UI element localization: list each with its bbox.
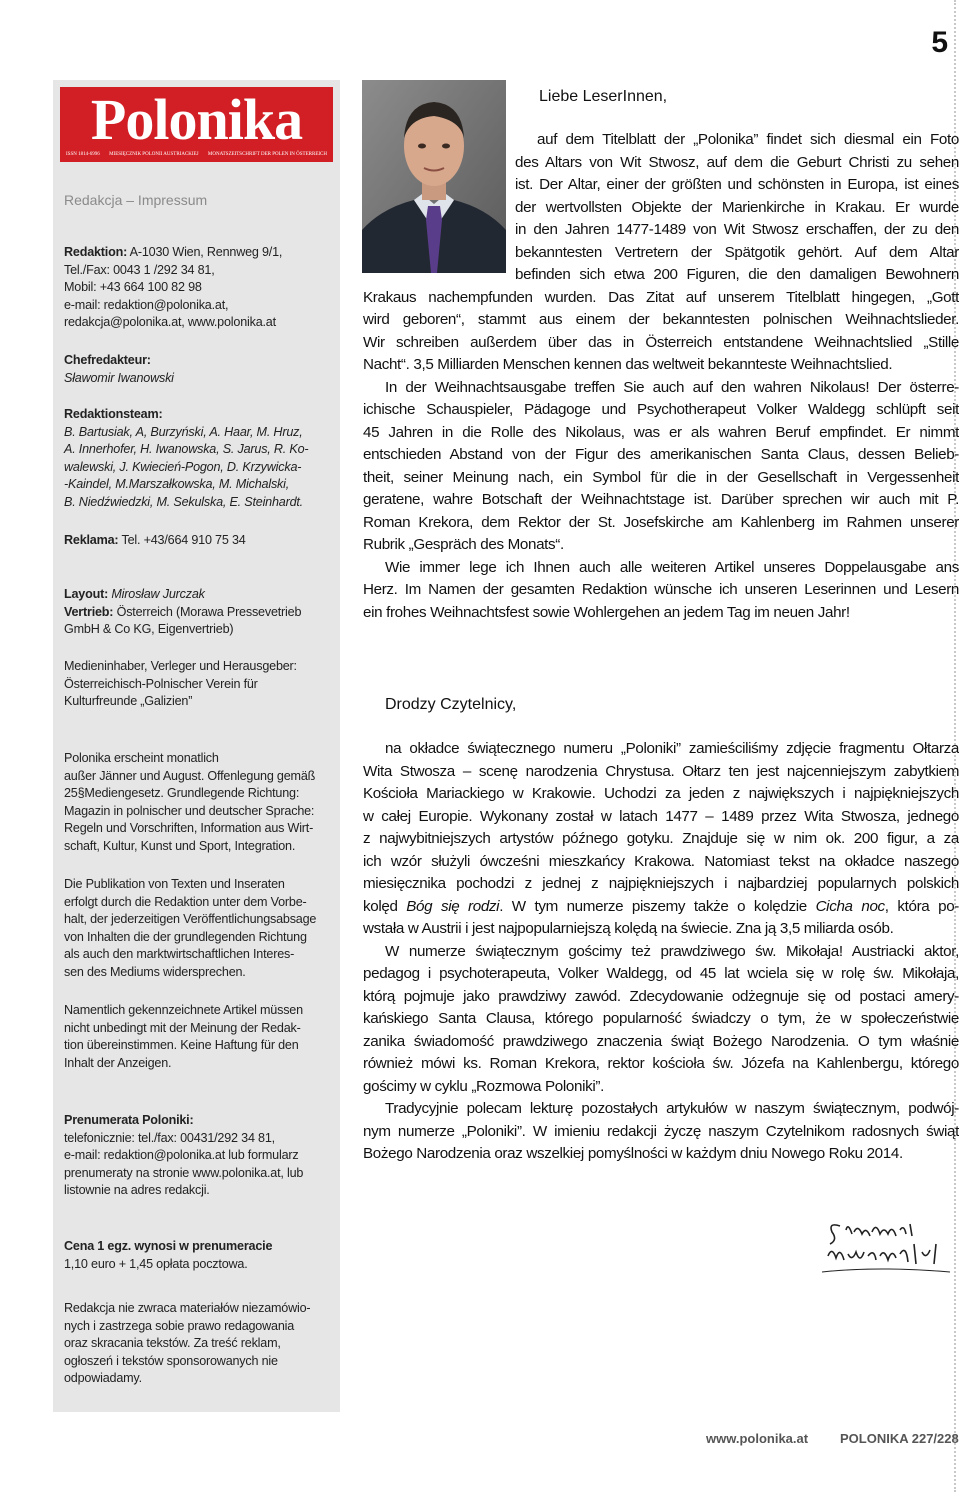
handwritten-signature: [818, 1214, 958, 1280]
team-line: B. Bartusiak, A, Burzyński, A. Haar, M. Hruz,: [64, 424, 303, 439]
german-text-line: in den Jahren 1477-1489 von Wit Stwosz erschaffen, der zu den: [515, 221, 959, 238]
german-text-line: Krakaus nachempfunden wurden. Das Zitat auf unserem Titelblatt hingegen, „Gott: [363, 288, 959, 306]
namentlich-line: nicht unbedingt mit der Meinung der Redak-: [64, 1020, 301, 1035]
publikation-line: halt, der jederzeitigen Veröffentlichungsabsage: [64, 912, 317, 926]
namentlich-line: tion übereinstimmen. Keine Haftung für den: [64, 1038, 299, 1052]
german-text-line: Rubrik „Gespräch des Monats“.: [363, 536, 564, 553]
redaktion-line: redakcja@polonika.at, www.polonika.at: [64, 315, 276, 329]
namentlich-line: Namentlich gekennzeichnete Artikel müssen: [64, 1003, 303, 1017]
polish-text-line: w całej Europie. Wykonany został w latach 1477 – 1489 przez Wita Stwosza, jednego: [363, 807, 959, 825]
cena-label: Cena 1 egz. wynosi w prenumeracie: [64, 1239, 273, 1253]
team-line: -Kaindel, M.Marszałkowska, M. Michalski,: [64, 477, 290, 491]
german-text-line: Wie immer lege ich Ihnen auch alle weiteren Artikel unseres Doppelausgabe ans: [385, 558, 959, 576]
german-text-line: Roman Krekora, dem Rektor der St. Josefskirche am Kahlenberg im Rahmen unserer: [363, 513, 959, 531]
german-text-line: Nacht“. 3,5 Milliarden Menschen kennen das weltweit bekannteste Weihnachtslied.: [363, 356, 893, 373]
polish-text-line: również mówi ks. Roman Krekora, rektor kościoła św. Józefa na Kahlenbergu, którego: [363, 1055, 959, 1072]
medieninhaber: [64, 658, 334, 711]
german-editorial: [363, 129, 959, 624]
german-text-line: der wertvollsten Objekte der Marienkirche in Krakau. Er wurde: [515, 198, 959, 216]
polish-text-line: na okładce świątecznego numeru „Poloniki” zamieściliśmy zdjęcie fragmentu Ołtarza: [385, 740, 959, 757]
redakcja-note-line: nych i zastrzega sobie prawo redagowania: [64, 1318, 295, 1333]
polish-text-line: Kościoła Mariackiego w Krakowie. Uchodzi za jeden z największych i najpiękniejszych: [363, 785, 959, 802]
reklama-label: Reklama:: [64, 533, 119, 547]
redakcja-note-line: Redakcja nie zwraca materiałów niezamówio-: [64, 1301, 311, 1315]
prenumerata-label: Prenumerata Poloniki:: [64, 1113, 194, 1127]
german-text-line: Herz. Im Namen der gesamten Redaktion wünsche ich unseren Leserinnen und Lesern: [363, 581, 959, 598]
german-text-line: des Altars von Wit Stwosz, auf dem die Geburt Christi zu sehen: [515, 153, 959, 171]
erscheint-line: Magazin in polnischer und deutscher Sprache:: [64, 803, 315, 818]
polonika-logo: [60, 87, 333, 162]
medien-line: Medieninhaber, Verleger und Herausgeber:: [64, 659, 297, 673]
logo-issn: ISSN 1814-6996: [66, 152, 100, 157]
polish-text-line: z najwybitniejszych artystów późnego gotyku. Znajduje się w nim ok. 200 figur, a za: [363, 830, 959, 847]
german-text-line: Wir schreiben außerdem über das in Österreich entstandene Weihnachtslied „Stille: [363, 333, 959, 351]
erscheinung: [64, 750, 334, 855]
team-label: Redaktionsteam:: [64, 407, 163, 421]
redakcja-note-line: oraz skracania tekstów. Za treść reklam,: [64, 1336, 281, 1350]
prenumerata: [64, 1112, 334, 1200]
polish-text-line: nym numerze „Poloniki”. W imieniu redakcji życzę naszym Czytelnikom radosnych świąt: [363, 1122, 959, 1140]
german-text-line: 45 Jahren in die Rolle des Nikolaus, was er als wahren Beruf empfindet. Er nimmt: [363, 423, 959, 441]
erscheint-line: 25§Mediengesetz. Grundlegende Richtung:: [64, 786, 300, 800]
redaktionsteam: [64, 406, 334, 511]
polish-greeting: Drodzy Czytelnicy,: [385, 696, 517, 713]
polish-text-line: Wita Stwosza – scenę narodzenia Chrystusa. Ołtarz ten jest najcenniejszym zabytkiem: [363, 762, 959, 780]
cena-value: 1,10 euro + 1,45 opłata pocztowa.: [64, 1256, 248, 1271]
polish-text-line: którą pojmuje jako prawdziwy zawód. Zdecydowanie odżegnuje się od postaci amery-: [363, 987, 959, 1005]
page-number: 5: [931, 26, 948, 59]
polish-text-line: W numerze świątecznym gościmy też prawdziwego św. Mikołaja! Austriacki aktor,: [385, 942, 959, 960]
layout-vertrieb: [64, 586, 334, 639]
reklama-phone: Tel. +43/664 910 75 34: [118, 533, 246, 547]
german-text-line: bekanntesten Vertretern der Spätgotik gehört. Auf dem Altar: [515, 243, 959, 261]
redaktion-line: A-1030 Wien, Rennweg 9/1,: [127, 245, 283, 259]
footer-issue-number: POLONIKA 227/228: [840, 1431, 959, 1446]
vertrieb-line: Österreich (Morawa Pressevetrieb: [113, 604, 302, 619]
layout-label: Layout:: [64, 587, 109, 601]
editor-signature: [818, 1214, 958, 1280]
polish-text-line: wstała w Austrii i jest najpopularniejszą kolędą na świecie. Zna ją 3,5 miliarda osób.: [363, 920, 894, 937]
german-text-line: ichische Schauspieler, Pädagoge und Psychotherapeut Volker Waldegg schlüpft seit: [363, 401, 959, 418]
chef-name: Sławomir Iwanowski: [64, 370, 174, 385]
team-line: walewski, J. Kwiecień-Pogon, D. Krzywicka-: [64, 459, 302, 474]
logo-wordmark: Polonika: [90, 87, 303, 152]
polish-text-line: ich wzór służyli ówcześni mieszkańcy Krakowa. Natomiast tekst na okładce naszego: [363, 852, 959, 870]
vertrieb-label: Vertrieb:: [64, 604, 114, 619]
team-line: A. Innerhofer, H. Iwanowska, S. Jarus, R. Ko-: [64, 442, 309, 456]
redaktion-label: Redaktion:: [64, 245, 128, 259]
polish-text-line: zanika świadomość prawdziwego znaczenia świąt Bożego Narodzenia. O tym właśnie: [363, 1032, 959, 1050]
impressum-sidebar: [53, 80, 340, 1412]
medien-line: Kulturfreunde „Galizien”: [64, 694, 193, 708]
polish-text-line: kańskiego Santa Clausa, którego popularność świadczy o tym, że w społeczeństwie: [363, 1010, 959, 1027]
redakcja-note-line: odpowiadamy.: [64, 1371, 142, 1385]
chefredakteur: [64, 352, 334, 387]
publikation-line: von Inhalten die der grundlegenden Richtung: [64, 929, 307, 944]
redaktion-line: Mobil: +43 664 100 82 98: [64, 280, 202, 294]
prenumerata-line: telefonicznie: tel./fax: 00431/292 34 81,: [64, 1130, 275, 1145]
polish-editorial: [363, 738, 959, 1166]
redakcja-note: [64, 1300, 334, 1388]
german-text-line: geratene, wahre Botschaft der Weihnachtstage ist. Darüber sprechen wir auch mit P.: [363, 491, 959, 508]
redaktion-line: e-mail: redaktion@polonika.at,: [64, 297, 229, 312]
publikation-line: sen des Mediums widersprechen.: [64, 964, 246, 979]
logo-subline: [66, 150, 327, 159]
german-text-line: theit, seiner Meinung nach, ein Symbol für die in der Gesellschaft in Vergessenheit: [363, 468, 959, 486]
sidebar-title: Redakcja – Impressum: [64, 192, 208, 208]
medien-line: Österreichisch-Polnischer Verein für: [64, 676, 258, 691]
german-text-line: ist. Der Altar, einer der größten und schönsten in Europa, ist eines: [515, 176, 959, 193]
german-text-line: entschieden Abstand von der Figur des amerikanischen Santa Claus, dessen Belieb-: [363, 446, 959, 463]
german-text-line: auf dem Titelblatt der „Polonika” findet sich diesmal ein Foto: [537, 131, 959, 148]
redaktion-address: [64, 244, 334, 332]
publikation-line: Die Publikation von Texten und Inseraten: [64, 877, 285, 891]
layout-name: Mirosław Jurczak: [108, 587, 205, 601]
erscheint-line: Regeln und Vorschriften, Information aus Wirt-: [64, 821, 314, 835]
team-line: B. Niedźwiedzki, M. Sekulska, E. Steinhardt.: [64, 494, 303, 509]
erscheint-line: schaft, Kultur, Kunst und Sport, Integration.: [64, 838, 296, 853]
reklama: [64, 532, 334, 550]
german-text-line: befinden sich etwa 200 Figuren, die den damaligen Bewohnern: [515, 266, 959, 283]
erscheint-line: außer Jänner und August. Offenlegung gemäß: [64, 768, 316, 783]
erscheint-line: Polonika erscheint monatlich: [64, 751, 219, 765]
polish-text-line: Tradycyjnie polecam lekturę pozostałych artykułów w naszym świątecznym, podwój-: [385, 1100, 959, 1117]
namentlich-note: [64, 1002, 334, 1072]
german-text-line: In der Weihnachtsausgabe treffen Sie auch auf den wahren Nikolaus! Der österre-: [385, 378, 959, 396]
logo-tagline-pl: MIESIĘCZNIK POLONII AUSTRIACKIEJ: [109, 152, 199, 157]
polish-text-line: pedagog i psychoterapeuta, Volker Waldegg, od 45 lat wciela się w rolę św. Mikołaja,: [363, 965, 959, 982]
publikation-line: als auch den marktwirtschaftlichen Interes-: [64, 947, 295, 961]
logo-tagline-de: MONATSZEITSCHRIFT DER POLEN IN ÖSTERREICH: [207, 152, 327, 157]
redakcja-note-line: ogłoszeń i tekstów sponsorowanych nie: [64, 1353, 278, 1368]
publikation-line: erfolgt durch die Redaktion unter dem Vorbe-: [64, 894, 307, 909]
cena: [64, 1238, 334, 1273]
chef-label: Chefredakteur:: [64, 353, 151, 367]
prenumerata-line: prenumeraty na stronie www.polonika.at, lub: [64, 1165, 304, 1180]
german-greeting: Liebe LeserInnen,: [539, 88, 668, 105]
prenumerata-line: e-mail: redaktion@polonika.at lub formularz: [64, 1148, 299, 1162]
polish-text-line: miesięcznika pochodzi z jednej z najpiękniejszych i najbardziej popularnych polskich: [363, 875, 959, 892]
german-text-line: ein frohes Weihnachtsfest sowie Wohlergehen an jedem Tag im neuen Jahr!: [363, 603, 850, 621]
vertrieb-line: GmbH & Co KG, Eigenvertrieb): [64, 622, 234, 636]
namentlich-line: Inhalt der Anzeigen.: [64, 1055, 172, 1070]
prenumerata-line: listownie na adres redakcji.: [64, 1183, 210, 1197]
polish-text-line: gościmy w cyklu „Rozmowa Poloniki”.: [363, 1077, 604, 1095]
redaktion-line: Tel./Fax: 0043 1 /292 34 81,: [64, 262, 215, 277]
polish-text-line: Bożego Narodzenia oraz wszelkiej pomyślności w każdym dniu Nowego Roku 2014.: [363, 1145, 903, 1162]
polish-text-line: kolęd Bóg się rodzi. W tym numerze piszemy także o kolędzie Cicha noc, która po-: [363, 897, 959, 915]
german-text-line: wird geboren“, stammt aus einem der bekanntesten polnischen Weihnachtslieder.: [363, 311, 959, 328]
footer-website-link[interactable]: www.polonika.at: [706, 1431, 809, 1446]
publikation-note: [64, 876, 334, 981]
